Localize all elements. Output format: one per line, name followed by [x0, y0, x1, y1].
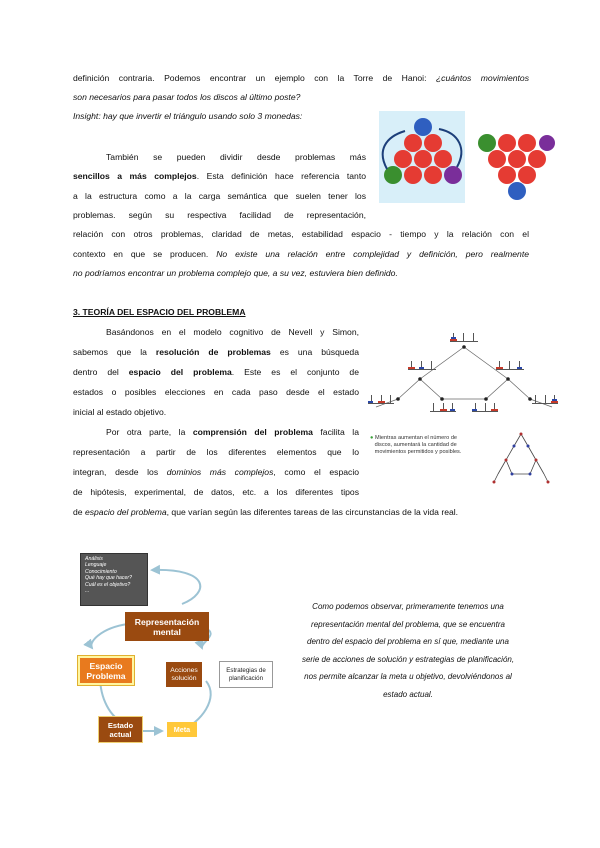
note-line: Conocimiento [85, 568, 117, 575]
text-line: problemas. según su respectiva facilidad de representación, [73, 210, 366, 220]
note-line: Análisis [85, 556, 103, 562]
text-line: relación con otros problemas, claridad de metas, estabilidad espacio - tiempo y la relación con el [73, 229, 529, 239]
estado-actual-box: Estado actual [98, 716, 143, 743]
arrow-icon [91, 624, 128, 648]
text-line: integran, desde los dominios más complejos, como el espacio [73, 467, 360, 477]
text-line: de espacio del problema, que varían según las diferentes tareas de las circunstancias de la vida real. [73, 507, 459, 517]
representacion-mental-box: Representación mental [125, 612, 209, 641]
acciones-solucion-box: Acciones solución [165, 661, 203, 688]
text-line: sabemos que la resolución de problemas es una búsqueda [73, 347, 359, 357]
text-line: inicial al estado objetivo. [73, 407, 167, 417]
text-line: estados o posibles elecciones en cada paso desde el estado [73, 387, 359, 397]
coin-triangle-end [478, 134, 555, 200]
note-line: Lenguaje [85, 562, 107, 569]
text-line: dentro del espacio del problema. Este es el conjunto de [73, 367, 359, 377]
text-line: son necesarios para pasar todos los discos al último poste? [73, 92, 301, 102]
coin-triangle-figure [375, 111, 555, 206]
hanoi-state-space-figure [368, 325, 560, 415]
note-line: Cuál es el objetivo? [85, 581, 131, 588]
text-line: representación a partir de los diferentes elementos que lo [73, 447, 359, 457]
note-line: ... [85, 588, 90, 595]
meta-box: Meta [167, 722, 197, 737]
diagram-caption: Como podemos observar, primeramente tenemos una representación mental del problema, que se encuentra dentro del espacio del problema en sí que, mediante una serie de acciones de solución y estrategias de planificación, nos permite alcanzar la meta u objetivo, devolviéndonos al estado actual. [301, 602, 515, 699]
text-line: de hipótesis, experimental, de datos, etc. a los diferentes tipos [73, 487, 359, 497]
state-graph-edges [376, 347, 552, 407]
text-line: sencillos a más complejos. Esta definición hace referencia tanto [73, 171, 366, 181]
estrategias-planificacion-box: Estrategias de planificación [219, 661, 273, 688]
text-line: También se pueden dividir desde problemas más [106, 152, 366, 162]
state-graph-nodes [396, 345, 532, 401]
hanoi-caption: ● Mientras aumentan el número de discos, aumentará la cantidad de movimientos permitidos y posibles. [370, 435, 462, 455]
espacio-problema-box: Espacio Problema [78, 656, 134, 685]
section-title: 3. TEORÍA DEL ESPACIO DEL PROBLEMA [73, 307, 246, 317]
text-line: contexto en que se producen. No existe una relación entre complejidad y definición, pero realmente [73, 249, 530, 259]
loop-arrow-icon [152, 570, 200, 604]
notes-box [80, 553, 148, 606]
text-line: Por otra parte, la comprensión del problema facilita la [106, 427, 359, 437]
text-line: a la estructura como a la carga semántica que suelen tener los [73, 191, 366, 201]
text-line: Basándonos en el modelo cognitivo de Nevell y Simon, [106, 327, 359, 337]
state-tree-figure [490, 430, 552, 486]
text-line: Insight: hay que invertir el triángulo usando solo 3 monedas: [73, 111, 303, 121]
text-line: no podríamos encontrar un problema complejo que, a su vez, estuviera bien definido. [73, 268, 398, 278]
text-line: definición contraria. Podemos encontrar un ejemplo con la Torre de Hanoi: ¿cuántos movimientos [73, 73, 529, 83]
note-line: Qué hay que hacer? [85, 575, 133, 582]
